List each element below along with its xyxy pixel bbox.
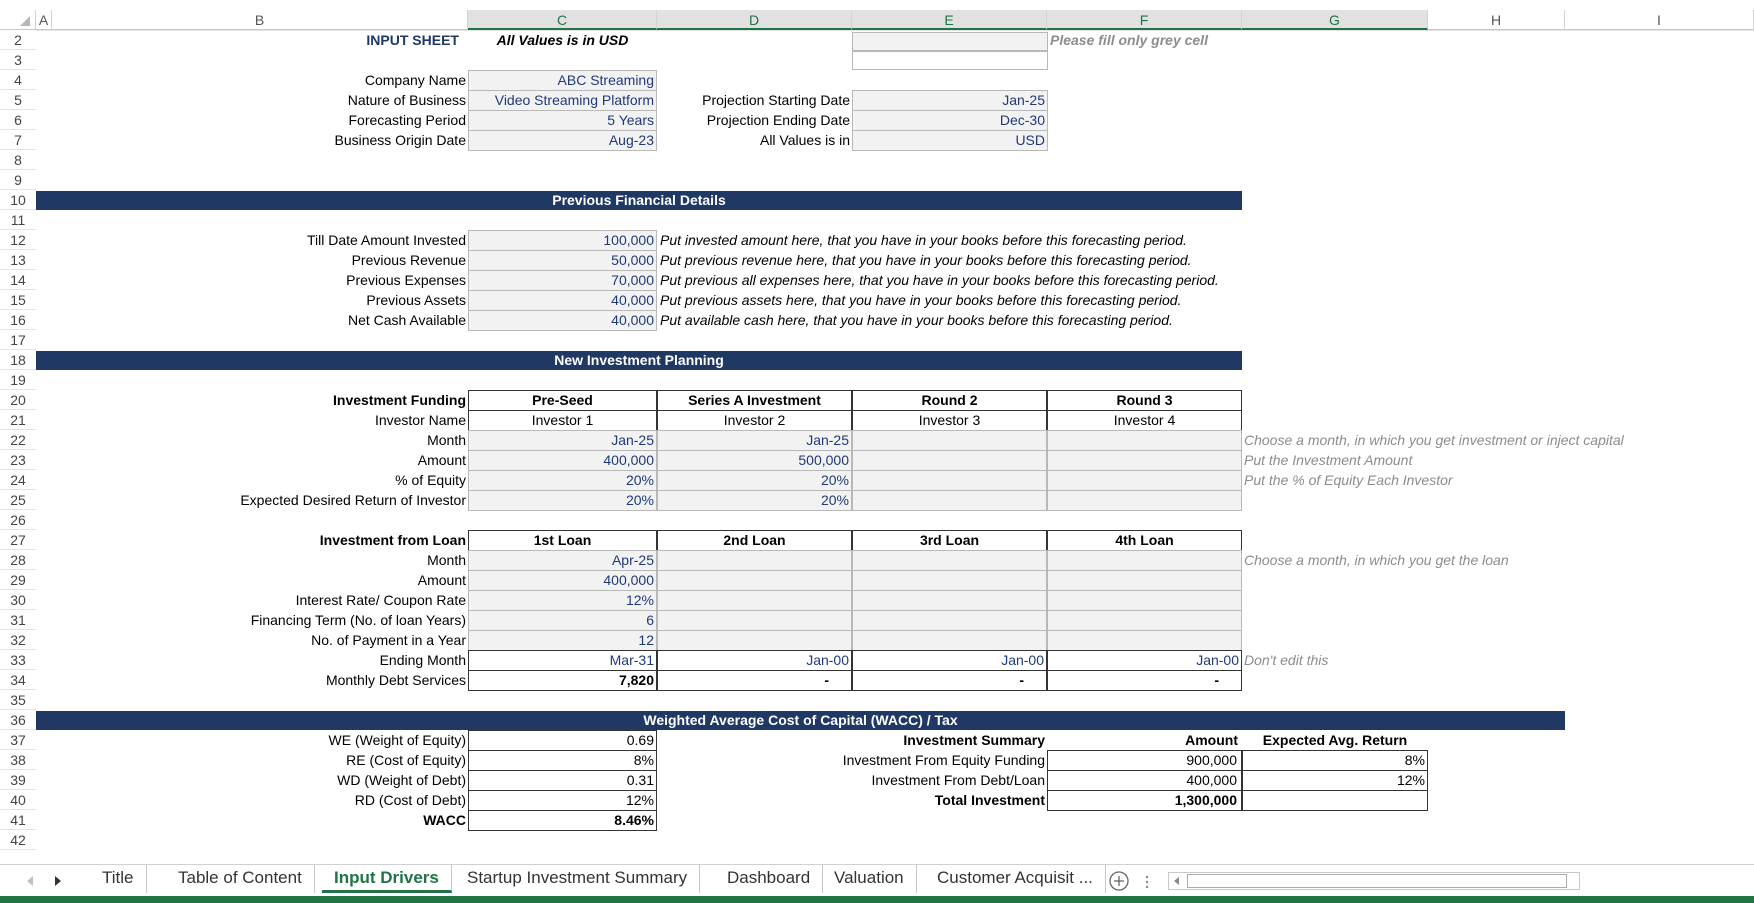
loan-input-cell[interactable] (852, 630, 1047, 651)
plus-circle-icon (1108, 870, 1130, 892)
row-header-29[interactable]: 29 (0, 570, 36, 590)
investment-input-cell[interactable] (852, 470, 1047, 491)
loan-ending-month-cell: Jan-00 (1047, 650, 1242, 671)
investment-from-loan-label: Investment from Loan (319, 532, 466, 548)
row-header-13[interactable]: 13 (0, 250, 36, 270)
row-header-8[interactable]: 8 (0, 150, 36, 170)
previous-note: Put previous all expenses here, that you have in your books before this forecasting period. (660, 272, 1219, 288)
horizontal-scrollbar[interactable] (1168, 872, 1580, 890)
row-header-22[interactable]: 22 (0, 430, 36, 450)
previous-label: Previous Revenue (351, 252, 466, 268)
select-all-corner[interactable] (0, 10, 36, 30)
investment-input-cell[interactable] (852, 490, 1047, 511)
investment-input-cell[interactable] (852, 430, 1047, 451)
triangle-right-icon (48, 871, 68, 891)
investment-round-header: Series A Investment (657, 390, 852, 411)
summary-return: 12% (1242, 770, 1428, 791)
row-header-21[interactable]: 21 (0, 410, 36, 430)
select-all-icon (0, 10, 36, 30)
triangle-left-icon (20, 871, 40, 891)
section-band-investment: New Investment Planning (36, 351, 1242, 370)
loan-ending-month-cell: Jan-00 (657, 650, 852, 671)
column-header-d[interactable]: D (657, 10, 852, 30)
previous-note: Put available cash here, that you have in your books before this forecasting period. (660, 312, 1173, 328)
row-header-16[interactable]: 16 (0, 310, 36, 330)
wacc-label: WACC (423, 812, 466, 828)
investment-note: Put the % of Equity Each Investor (1244, 472, 1453, 488)
investment-input-cell[interactable]: Jan-25 (468, 430, 657, 451)
previous-input[interactable]: 100,000 (468, 230, 657, 251)
loan-row-label: Amount (417, 572, 466, 588)
tab-valuation[interactable]: Valuation (822, 865, 917, 893)
company-input[interactable]: ABC Streaming (468, 70, 657, 91)
summary-label: Investment From Equity Funding (842, 752, 1045, 768)
empty-cell-e3 (852, 51, 1048, 70)
loan-row-label: Financing Term (No. of loan Years) (250, 612, 466, 628)
investment-row-label: % of Equity (395, 472, 466, 488)
loan-header: 1st Loan (468, 530, 657, 551)
summary-return-header: Expected Avg. Return (1262, 732, 1408, 748)
investment-row-label: Amount (417, 452, 466, 468)
company-label: Company Name (364, 72, 466, 88)
loan-input-cell[interactable] (1047, 550, 1242, 571)
investment-round-header: Round 2 (852, 390, 1047, 411)
loan-input-cell[interactable]: Apr-25 (468, 550, 657, 571)
previous-input[interactable]: 70,000 (468, 270, 657, 291)
projection-label: All Values is in (759, 132, 850, 148)
investment-round-header: Round 3 (1047, 390, 1242, 411)
row-header-40[interactable]: 40 (0, 790, 36, 810)
loan-row-label: No. of Payment in a Year (311, 632, 466, 648)
loan-input-cell[interactable] (852, 590, 1047, 611)
loan-row-label: Month (427, 552, 466, 568)
row-header-25[interactable]: 25 (0, 490, 36, 510)
section-band-wacc: Weighted Average Cost of Capital (WACC) / Tax (36, 711, 1565, 730)
previous-label: Previous Expenses (346, 272, 466, 288)
investment-input-cell[interactable] (852, 450, 1047, 471)
row-header-41[interactable]: 41 (0, 810, 36, 830)
row-header-23[interactable]: 23 (0, 450, 36, 470)
row-header-30[interactable]: 30 (0, 590, 36, 610)
previous-input[interactable]: 50,000 (468, 250, 657, 271)
column-header-i[interactable]: I (1565, 10, 1754, 30)
loan-row-label: Interest Rate/ Coupon Rate (295, 592, 466, 608)
company-label: Forecasting Period (348, 112, 466, 128)
summary-return (1242, 790, 1428, 811)
company-label: Nature of Business (347, 92, 466, 108)
row-header-10[interactable]: 10 (0, 190, 36, 210)
column-header-c[interactable]: C (468, 10, 657, 30)
investment-input-cell[interactable] (1047, 470, 1242, 491)
row-header-14[interactable]: 14 (0, 270, 36, 290)
loan-ending-month-cell: Mar-31 (468, 650, 657, 671)
column-header-e[interactable]: E (852, 10, 1047, 30)
loan-input-cell[interactable] (852, 610, 1047, 631)
loan-input-cell[interactable] (657, 550, 852, 571)
loan-input-cell[interactable] (1047, 570, 1242, 591)
row-header-32[interactable]: 32 (0, 630, 36, 650)
loan-input-cell[interactable] (1047, 630, 1242, 651)
investment-input-cell[interactable]: 400,000 (468, 450, 657, 471)
investment-input-cell[interactable]: 20% (468, 470, 657, 491)
investment-input-cell[interactable]: Jan-25 (657, 430, 852, 451)
wacc-value: 12% (468, 790, 657, 811)
investor-name-cell[interactable]: Investor 4 (1047, 410, 1242, 431)
row-header-31[interactable]: 31 (0, 610, 36, 630)
loan-input-cell[interactable] (657, 630, 852, 651)
tab-table-of-content[interactable]: Table of Content (166, 865, 315, 893)
investment-note: Put the Investment Amount (1244, 452, 1413, 468)
previous-label: Previous Assets (366, 292, 466, 308)
investment-input-cell[interactable] (1047, 490, 1242, 511)
loan-input-cell[interactable]: 6 (468, 610, 657, 631)
tab-input-drivers[interactable]: Input Drivers (322, 865, 452, 893)
investment-input-cell[interactable] (1047, 430, 1242, 451)
projection-label: Projection Starting Date (702, 92, 850, 108)
tab-startup-investment-summary[interactable]: Startup Investment Summary (455, 865, 700, 893)
summary-amount: 900,000 (1047, 750, 1242, 771)
investment-row-label: Expected Desired Return of Investor (240, 492, 466, 508)
projection-label: Projection Ending Date (706, 112, 850, 128)
investment-input-cell[interactable]: 20% (657, 490, 852, 511)
values-currency-note: All Values is in USD (496, 32, 629, 48)
row-header-17[interactable]: 17 (0, 330, 36, 350)
loan-input-cell[interactable] (1047, 590, 1242, 611)
row-header-24[interactable]: 24 (0, 470, 36, 490)
scroll-tabs-right-button[interactable] (48, 871, 68, 891)
company-label: Business Origin Date (334, 132, 466, 148)
wacc-value: 0.31 (468, 770, 657, 791)
loan-input-cell[interactable] (852, 550, 1047, 571)
previous-note: Put invested amount here, that you have in your books before this forecasting period. (660, 232, 1187, 248)
status-bar (0, 896, 1754, 903)
row-header-33[interactable]: 33 (0, 650, 36, 670)
previous-input[interactable]: 40,000 (468, 290, 657, 311)
row-header-18[interactable]: 18 (0, 350, 36, 370)
grey-legend-cell (852, 32, 1048, 51)
row-header-39[interactable]: 39 (0, 770, 36, 790)
investor-name-cell[interactable]: Investor 1 (468, 410, 657, 431)
wacc-label: WD (Weight of Debt) (337, 772, 466, 788)
projection-input[interactable]: Jan-25 (852, 90, 1048, 111)
loan-ending-month-cell: Jan-00 (852, 650, 1047, 671)
row-header-6[interactable]: 6 (0, 110, 36, 130)
investment-input-cell[interactable]: 500,000 (657, 450, 852, 471)
row-header-15[interactable]: 15 (0, 290, 36, 310)
scroll-tabs-left-button[interactable] (20, 871, 40, 891)
company-input[interactable]: Aug-23 (468, 130, 657, 151)
investment-funding-label: Investment Funding (333, 392, 466, 408)
row-header-2[interactable]: 2 (0, 30, 36, 50)
company-input[interactable]: Video Streaming Platform (468, 90, 657, 111)
row-header-34[interactable]: 34 (0, 670, 36, 690)
row-header-38[interactable]: 38 (0, 750, 36, 770)
wacc-label: WE (Weight of Equity) (328, 732, 466, 748)
wacc-value: 8.46% (468, 810, 657, 831)
investment-row-label: Investor Name (374, 412, 466, 428)
summary-label: Total Investment (934, 792, 1045, 808)
row-header-28[interactable]: 28 (0, 550, 36, 570)
investment-input-cell[interactable]: 20% (468, 490, 657, 511)
row-header-3[interactable]: 3 (0, 50, 36, 70)
investment-row-label: Month (427, 432, 466, 448)
loan-debt-service-cell: - (1047, 670, 1242, 691)
previous-note: Put previous assets here, that you have in your books before this forecasting period. (660, 292, 1182, 308)
loan-debt-service-cell: - (852, 670, 1047, 691)
column-header-f[interactable]: F (1047, 10, 1242, 30)
summary-amount-header: Amount (1185, 732, 1238, 748)
row-header-27[interactable]: 27 (0, 530, 36, 550)
loan-input-cell[interactable] (657, 610, 852, 631)
row-header-5[interactable]: 5 (0, 90, 36, 110)
sheet-title: INPUT SHEET (366, 32, 459, 48)
column-header-a[interactable]: A (36, 10, 52, 30)
investment-input-cell[interactable] (1047, 450, 1242, 471)
column-header-g[interactable]: G (1242, 10, 1428, 30)
loan-input-cell[interactable]: 400,000 (468, 570, 657, 591)
grey-cell-instruction: Please fill only grey cell (1050, 32, 1208, 48)
summary-label: Investment From Debt/Loan (871, 772, 1045, 788)
add-sheet-button[interactable] (1108, 870, 1130, 892)
row-header-36[interactable]: 36 (0, 710, 36, 730)
row-header-37[interactable]: 37 (0, 730, 36, 750)
previous-label: Till Date Amount Invested (306, 232, 466, 248)
loan-input-cell[interactable] (1047, 610, 1242, 631)
investment-note: Choose a month, in which you get investment or inject capital (1244, 432, 1624, 448)
investor-name-cell[interactable]: Investor 3 (852, 410, 1047, 431)
investment-input-cell[interactable]: 20% (657, 470, 852, 491)
loan-row-label: Monthly Debt Services (325, 672, 466, 688)
summary-return: 8% (1242, 750, 1428, 771)
row-header-20[interactable]: 20 (0, 390, 36, 410)
loan-month-note: Choose a month, in which you get the loan (1244, 552, 1509, 568)
projection-input[interactable]: Dec-30 (852, 110, 1048, 131)
row-header-4[interactable]: 4 (0, 70, 36, 90)
section-band-previous: Previous Financial Details (36, 191, 1242, 210)
previous-input[interactable]: 40,000 (468, 310, 657, 331)
loan-header: 2nd Loan (657, 530, 852, 551)
loan-input-cell[interactable] (657, 570, 852, 591)
previous-label: Net Cash Available (347, 312, 466, 328)
tab-title[interactable]: Title (90, 865, 147, 893)
row-header-12[interactable]: 12 (0, 230, 36, 250)
projection-input[interactable]: USD (852, 130, 1048, 151)
row-header-42[interactable]: 42 (0, 830, 36, 850)
gridline (36, 30, 1754, 31)
wacc-value: 0.69 (468, 730, 657, 751)
row-header-9[interactable]: 9 (0, 170, 36, 190)
investment-round-header: Pre-Seed (468, 390, 657, 411)
investor-name-cell[interactable]: Investor 2 (657, 410, 852, 431)
loan-input-cell[interactable]: 12 (468, 630, 657, 651)
loan-ending-note: Don't edit this (1244, 652, 1329, 668)
scrollbar-thumb[interactable] (1187, 874, 1567, 888)
row-header-19[interactable]: 19 (0, 370, 36, 390)
loan-input-cell[interactable]: 12% (468, 590, 657, 611)
row-header-11[interactable]: 11 (0, 210, 36, 230)
previous-note: Put previous revenue here, that you have in your books before this forecasting period. (660, 252, 1192, 268)
column-header-h[interactable]: H (1428, 10, 1565, 30)
loan-row-label: Ending Month (379, 652, 466, 668)
summary-amount: 400,000 (1047, 770, 1242, 791)
investment-summary-title: Investment Summary (903, 732, 1045, 748)
loan-debt-service-cell: 7,820 (468, 670, 657, 691)
tab-customer-acquisit[interactable]: Customer Acquisit ... (925, 865, 1106, 893)
loan-input-cell[interactable] (852, 570, 1047, 591)
tab-dashboard[interactable]: Dashboard (715, 865, 823, 893)
company-input[interactable]: 5 Years (468, 110, 657, 131)
ellipsis-icon (1142, 871, 1152, 891)
loan-input-cell[interactable] (657, 590, 852, 611)
summary-amount: 1,300,000 (1047, 790, 1242, 811)
row-header-7[interactable]: 7 (0, 130, 36, 150)
column-header-b[interactable]: B (52, 10, 468, 30)
wacc-label: RD (Cost of Debt) (354, 792, 466, 808)
wacc-label: RE (Cost of Equity) (346, 752, 466, 768)
row-header-35[interactable]: 35 (0, 690, 36, 710)
row-header-26[interactable]: 26 (0, 510, 36, 530)
loan-header: 3rd Loan (852, 530, 1047, 551)
loan-debt-service-cell: - (657, 670, 852, 691)
triangle-left-icon (1169, 873, 1185, 889)
wacc-value: 8% (468, 750, 657, 771)
loan-header: 4th Loan (1047, 530, 1242, 551)
sheet-tab-bar (0, 864, 1754, 896)
